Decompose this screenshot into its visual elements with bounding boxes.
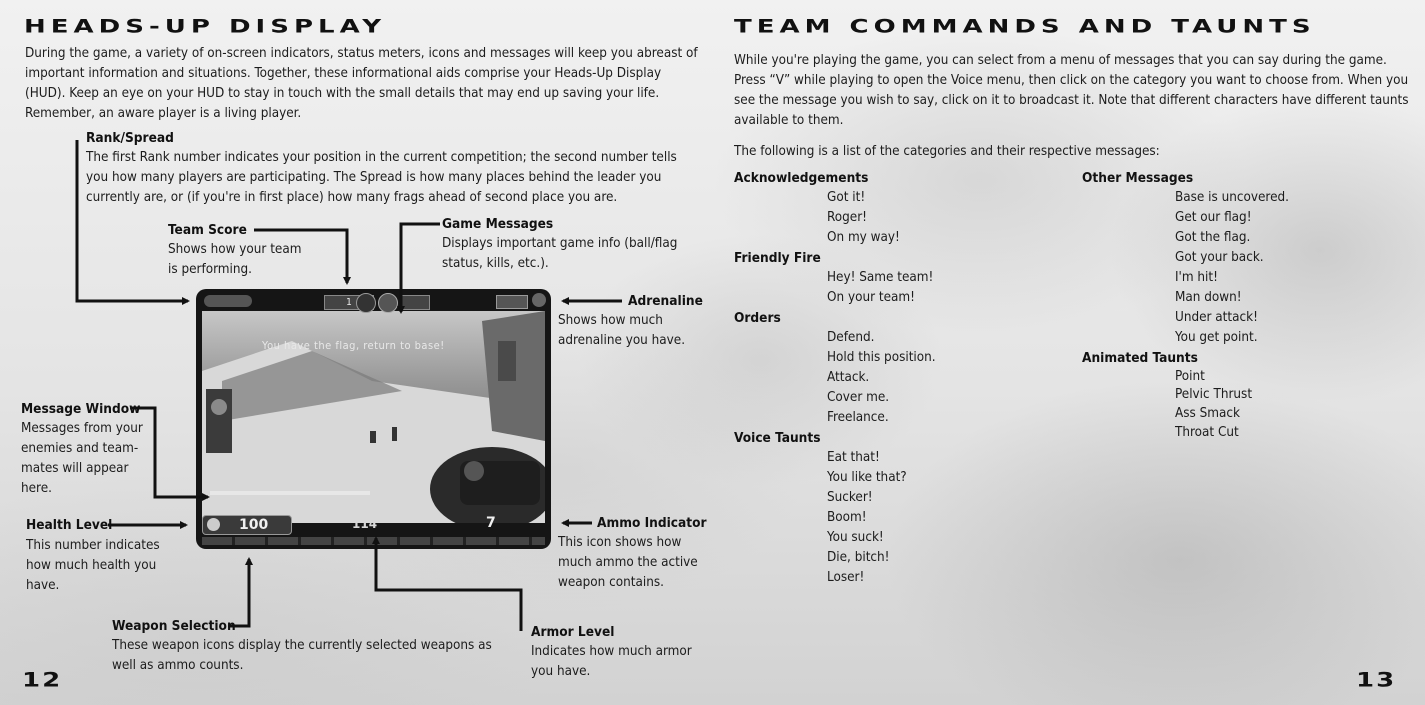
message-item: Man down! [1175,290,1242,305]
hud-game-message: You have the flag, return to base! [262,339,445,352]
message-item: Freelance. [827,410,889,425]
category-voice-taunts: Voice Taunts [734,430,821,446]
rank-value: 1 [346,297,352,308]
message-item: Base is uncovered. [1175,190,1289,205]
hud-intro-paragraph: During the game, a variety of on-screen indicators, status meters, icons and messages will keep you abreast of important information and situations. Together, these informational aids comprise your Heads-Up Display (HUD). Keep an eye on your HUD to stay in touch with the small details that may end up saving your life. Remember, an aware player is a living player. [25,46,698,121]
message-item: Eat that! [827,450,880,465]
message-item: Under attack! [1175,310,1258,325]
team-score-label: Team Score [168,222,247,238]
health-level-text: This number indicates how much health you have. [26,538,160,593]
ammo-indicator-label: Ammo Indicator [597,515,707,531]
rank-spread-text: The first Rank number indicates your position in the current competition; the second number tells you how many players are participating. The Spread is how many places behind the leader you currently are, or (if you're in first place) how many frags ahead of second place you are. [86,150,677,205]
adrenaline-text: Shows how much adrenaline you have. [558,313,686,348]
message-window-text: Messages from your enemies and team-mates will appear here. [21,421,143,496]
message-item: Sucker! [827,490,873,505]
message-item: You suck! [827,530,884,545]
right-page-number: 13 [1356,669,1397,692]
message-item: Defend. [827,330,875,345]
message-item: Hold this position. [827,350,936,365]
message-item: Got the flag. [1175,230,1251,245]
message-window-label: Message Window [21,401,141,417]
message-item: On my way! [827,230,900,245]
armor-value: 114 [352,517,378,531]
game-messages-text: Displays important game info (ball/flag status, kills, etc.). [442,236,678,271]
message-item: You like that? [827,470,907,485]
left-page-number: 12 [22,669,63,692]
weapon-selection-text: These weapon icons display the currently selected weapons as well as ammo counts. [112,638,492,673]
message-item: Throat Cut [1175,425,1239,440]
message-item: Attack. [827,370,870,385]
ammo-indicator-text: This icon shows how much ammo the active weapon contains. [558,535,698,590]
rank-spread-label: Rank/Spread [86,130,174,146]
right-page-title: TEAM COMMANDS AND TAUNTS [734,16,1316,38]
weapon-selection-label: Weapon Selection [112,618,236,634]
health-level-label: Health Level [26,517,113,533]
ammo-value: 7 [486,515,496,531]
message-item: Pelvic Thrust [1175,387,1253,402]
game-messages-label: Game Messages [442,216,554,232]
message-item: Hey! Same team! [827,270,934,285]
message-item: Loser! [827,570,865,585]
taunts-list-intro: The following is a list of the categories and their respective messages: [734,144,1160,159]
taunts-intro-paragraph: While you're playing the game, you can select from a menu of messages that you can say during the game. Press “V” while playing to open the Voice menu, then click on the category you want to choose from. When you see the message you wish to say, click on it to broadcast it. Note that different characters have different taunts available to them. [734,53,1409,128]
armor-level-label: Armor Level [531,624,615,640]
adrenaline-label: Adrenaline [628,293,703,309]
message-item: Get our flag! [1175,210,1252,225]
message-item: Ass Smack [1175,406,1240,421]
message-item: Got your back. [1175,250,1264,265]
category-acknowledgements: Acknowledgements [734,170,869,186]
message-item: Boom! [827,510,867,525]
message-item: You get point. [1175,330,1258,345]
message-item: Cover me. [827,390,890,405]
armor-level-text: Indicates how much armor you have. [531,644,692,679]
category-orders: Orders [734,310,781,326]
message-item: On your team! [827,290,915,305]
left-page-title: HEADS-UP DISPLAY [24,16,387,38]
category-friendly-fire: Friendly Fire [734,250,821,266]
message-item: Die, bitch! [827,550,890,565]
team-score-text: Shows how your team is performing. [168,242,302,277]
message-item: I'm hit! [1175,270,1218,285]
message-item: Point [1175,369,1205,384]
category-animated-taunts: Animated Taunts [1082,350,1198,366]
message-item: Roger! [827,210,867,225]
category-other-messages: Other Messages [1082,170,1194,186]
health-value: 100 [239,517,269,533]
message-item: Got it! [827,190,866,205]
